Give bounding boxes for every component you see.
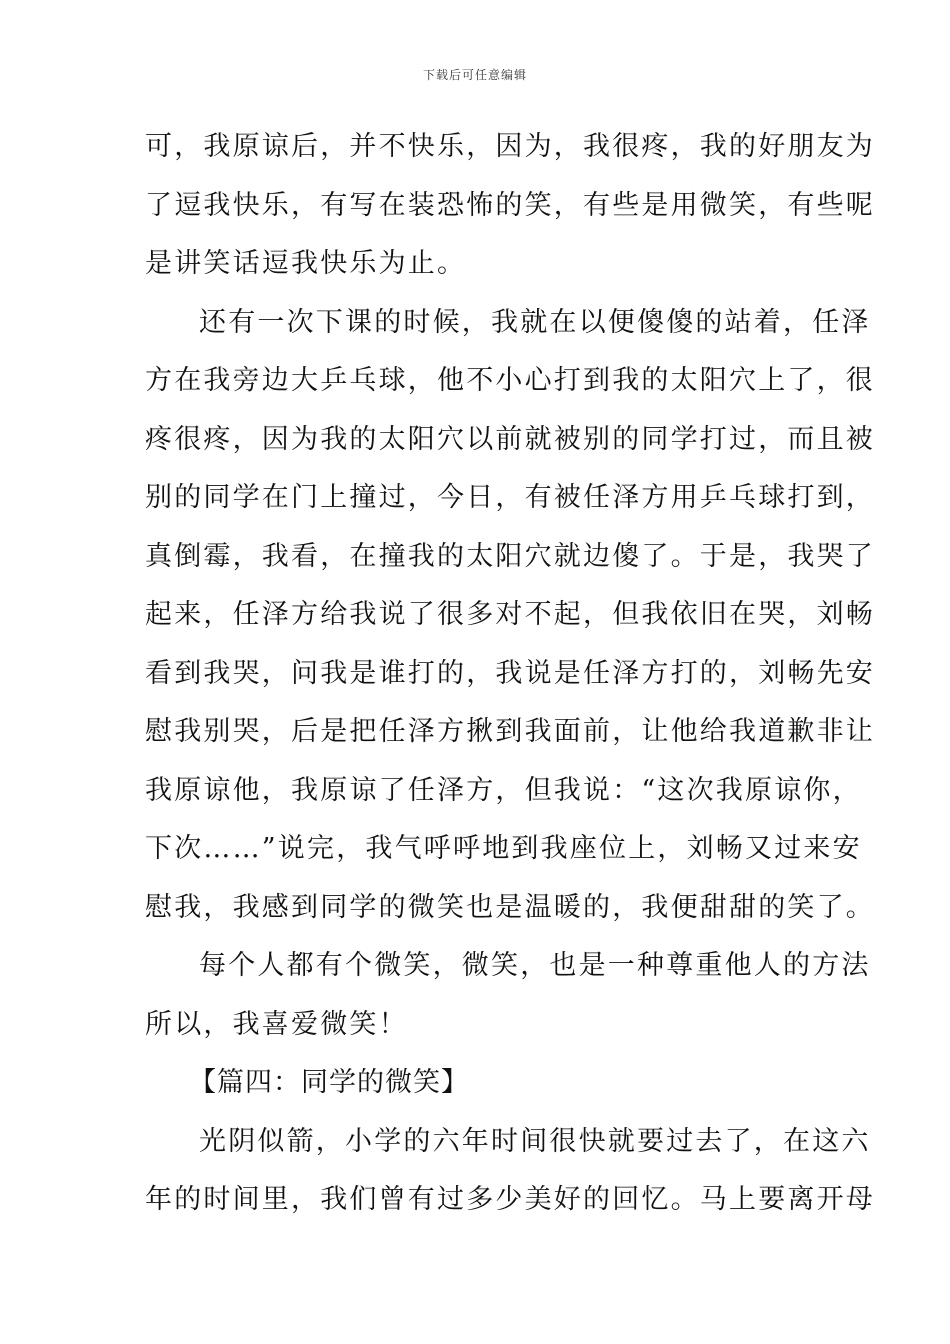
page-header: 下载后可任意编辑 [422,68,527,82]
text-line: 可，我原谅后，并不快乐，因为，我很疼，我的好朋友为 [145,131,875,162]
text-line: 看到我哭，问我是谁打的，我说是任泽方打的，刘畅先安 [145,657,875,689]
text-line: 慰我别哭，后是把任泽方揪到我面前，让他给我道歉非让 [145,716,875,747]
text-line: 疼很疼，因为我的太阳穴以前就被别的同学打过，而且被 [145,423,875,455]
text-line: 方在我旁边大乒乓球，他不小心打到我的太阳穴上了，很 [145,365,875,396]
text-line: 起来，任泽方给我说了很多对不起，但我依旧在哭，刘畅 [145,599,875,630]
text-line: 真倒霉，我看，在撞我的太阳穴就边傻了。于是，我哭了 [145,540,875,572]
text-line: 每个人都有个微笑，微笑，也是一种尊重他人的方法 [199,950,871,981]
text-line: 下次……”说完，我气呼呼地到我座位上，刘畅又过来安 [145,833,862,864]
text-line: 所以，我喜爱微笑！ [145,1008,408,1040]
text-line: 别的同学在门上撞过，今日，有被任泽方用乒乓球打到， [145,482,875,513]
text-line: 慰我，我感到同学的微笑也是温暖的，我便甜甜的笑了。 [145,891,875,923]
text-line: 光阴似箭，小学的六年时间很快就要过去了，在这六 [199,1125,871,1157]
text-line: 了逗我快乐，有写在装恐怖的笑，有些是用微笑，有些呢 [145,189,875,221]
text-line: 是讲笑话逗我快乐为止。 [145,248,467,279]
text-line: 我原谅他，我原谅了任泽方，但我说：“这次我原谅你， [145,774,862,806]
text-line: 还有一次下课的时候，我就在以便傻傻的站着，任泽 [199,306,871,338]
document-body [145,118,875,1230]
section-heading: 【篇四：同学的微笑】 [189,1067,469,1098]
text-line: 年的时间里，我们曾有过多少美好的回忆。马上要离开母 [145,1184,875,1215]
